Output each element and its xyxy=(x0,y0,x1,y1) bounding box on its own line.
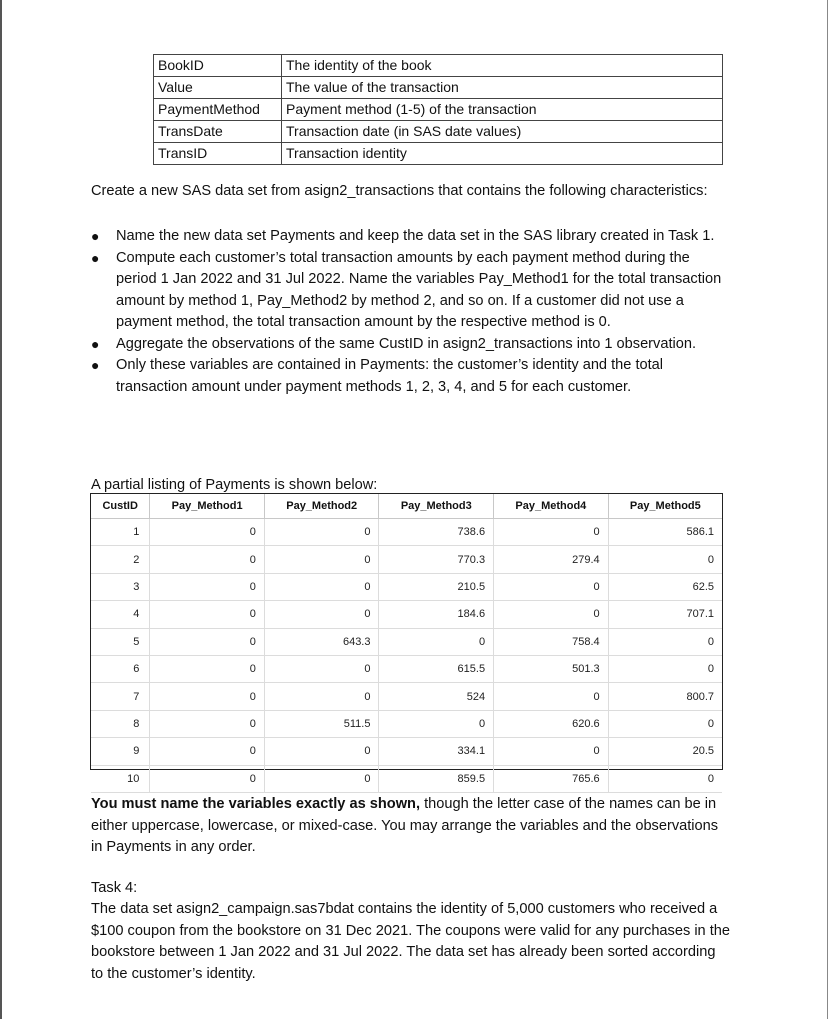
table-cell: 2 xyxy=(91,546,150,573)
table-cell: 765.6 xyxy=(494,765,609,792)
table-cell: 0 xyxy=(150,546,265,573)
bullet-icon: ● xyxy=(91,228,100,244)
payments-listing xyxy=(90,493,723,785)
table-cell: 0 xyxy=(494,601,609,628)
table-cell: 210.5 xyxy=(379,573,494,600)
table-cell: 0 xyxy=(494,683,609,710)
table-cell: 20.5 xyxy=(608,738,722,765)
variable-name: TransID xyxy=(154,143,282,165)
table-cell: 1 xyxy=(91,519,150,546)
list-item: ● Only these variables are contained in Payments: the customer’s identity and the total transaction amount under payment methods 1, 2, 3, 4, and 5 for each customer. xyxy=(91,357,664,395)
intro-paragraph: Create a new SAS data set from asign2_transactions that contains the following characteristics: xyxy=(91,183,708,199)
listing-title: A partial listing of Payments is shown below: xyxy=(91,477,378,493)
table-cell: 0 xyxy=(150,655,265,682)
table-cell: 0 xyxy=(150,519,265,546)
table-row xyxy=(154,55,723,77)
naming-note-emphasis: You must name the variables exactly as shown, xyxy=(91,796,421,812)
table-cell: 0 xyxy=(150,738,265,765)
table-cell: 9 xyxy=(91,738,150,765)
naming-note xyxy=(91,794,731,859)
table-cell: 800.7 xyxy=(608,683,722,710)
table-cell: 501.3 xyxy=(494,655,609,682)
page-edge-left xyxy=(0,0,2,1019)
list-item: ● Compute each customer’s total transaction amounts by each payment method during the period 1 Jan 2022 and 31 Jul 2022. Name the variables Pay_Method1 for the total transaction amount by method 1, Pay_Method2 by method 2, and so on. If a customer did not use a payment method, the total transaction amount by the respective method is 0. xyxy=(91,249,722,330)
table-cell: 4 xyxy=(91,601,150,628)
table-cell: 0 xyxy=(264,519,379,546)
table-row xyxy=(91,628,722,655)
table-cell: 0 xyxy=(494,573,609,600)
table-cell: 0 xyxy=(608,628,722,655)
table-row xyxy=(154,77,723,99)
column-header: Pay_Method1 xyxy=(150,494,265,519)
table-cell: 184.6 xyxy=(379,601,494,628)
table-cell: 859.5 xyxy=(379,765,494,792)
table-cell: 0 xyxy=(264,655,379,682)
table-cell: 334.1 xyxy=(379,738,494,765)
table-cell: 0 xyxy=(608,710,722,737)
table-cell: 0 xyxy=(150,573,265,600)
variable-description: Payment method (1-5) of the transaction xyxy=(282,99,723,121)
table-cell: 0 xyxy=(264,683,379,710)
column-header: Pay_Method3 xyxy=(379,494,494,519)
table-cell: 0 xyxy=(494,738,609,765)
table-cell: 0 xyxy=(379,628,494,655)
table-row xyxy=(91,573,722,600)
table-cell: 5 xyxy=(91,628,150,655)
task4-heading: Task 4: xyxy=(91,880,138,896)
column-header: Pay_Method4 xyxy=(494,494,609,519)
table-cell: 586.1 xyxy=(608,519,722,546)
table-cell: 511.5 xyxy=(264,710,379,737)
table-cell: 0 xyxy=(264,765,379,792)
table-row xyxy=(91,765,722,792)
list-item: ● Name the new data set Payments and keep the data set in the SAS library created in Task 1. xyxy=(91,226,731,248)
table-cell: 738.6 xyxy=(379,519,494,546)
naming-note-rest: though the letter case of the names can be in either uppercase, lowercase, or mixed-case. You may arrange the variables and the observations in Payments in any order. xyxy=(91,796,719,855)
table-row xyxy=(91,683,722,710)
variable-name: BookID xyxy=(154,55,282,77)
column-header: CustID xyxy=(91,494,150,519)
table-cell: 0 xyxy=(494,519,609,546)
table-cell: 0 xyxy=(150,628,265,655)
table-cell: 8 xyxy=(91,710,150,737)
table-cell: 615.5 xyxy=(379,655,494,682)
table-row xyxy=(154,121,723,143)
table-row xyxy=(154,99,723,121)
variable-name: TransDate xyxy=(154,121,282,143)
task4-text: The data set asign2_campaign.sas7bdat contains the identity of 5,000 customers who received a $100 coupon from the bookstore on 31 Dec 2021. The coupons were valid for any purchases in the bookstore between 1 Jan 2022 and 31 Jul 2022. The data set has already been sorted according to the customer’s identity. xyxy=(91,901,731,982)
table-cell: 6 xyxy=(91,655,150,682)
table-cell: 770.3 xyxy=(379,546,494,573)
table-row xyxy=(91,601,722,628)
table-cell: 279.4 xyxy=(494,546,609,573)
table-cell: 524 xyxy=(379,683,494,710)
table-cell: 620.6 xyxy=(494,710,609,737)
table-cell: 0 xyxy=(608,546,722,573)
table-cell: 0 xyxy=(264,601,379,628)
bullet-icon: ● xyxy=(91,357,100,373)
variable-name: Value xyxy=(154,77,282,99)
table-row xyxy=(91,710,722,737)
bullet-icon: ● xyxy=(91,249,100,266)
variable-description: The value of the transaction xyxy=(282,77,723,99)
table-cell: 62.5 xyxy=(608,573,722,600)
table-cell: 0 xyxy=(150,601,265,628)
table-cell: 0 xyxy=(264,546,379,573)
table-row xyxy=(91,738,722,765)
table-row xyxy=(91,546,722,573)
table-cell: 0 xyxy=(608,655,722,682)
variable-name: PaymentMethod xyxy=(154,99,282,121)
requirements-list xyxy=(91,226,731,398)
table-row xyxy=(154,143,723,165)
table-cell: 0 xyxy=(608,765,722,792)
variables-table xyxy=(153,54,723,165)
column-header: Pay_Method2 xyxy=(264,494,379,519)
table-cell: 7 xyxy=(91,683,150,710)
variable-description: Transaction date (in SAS date values) xyxy=(282,121,723,143)
table-cell: 0 xyxy=(150,683,265,710)
table-row xyxy=(91,519,722,546)
list-item: ● Aggregate the observations of the same CustID in asign2_transactions into 1 observation. xyxy=(91,334,731,356)
variable-description: The identity of the book xyxy=(282,55,723,77)
table-cell: 10 xyxy=(91,765,150,792)
table-cell: 758.4 xyxy=(494,628,609,655)
table-cell: 0 xyxy=(150,710,265,737)
variable-description: Transaction identity xyxy=(282,143,723,165)
table-row xyxy=(91,655,722,682)
column-header: Pay_Method5 xyxy=(608,494,722,519)
bullet-icon: ● xyxy=(91,335,100,352)
table-cell: 0 xyxy=(264,738,379,765)
table-cell: 3 xyxy=(91,573,150,600)
table-cell: 0 xyxy=(379,710,494,737)
table-cell: 0 xyxy=(264,573,379,600)
table-cell: 707.1 xyxy=(608,601,722,628)
table-cell: 643.3 xyxy=(264,628,379,655)
table-cell: 0 xyxy=(150,765,265,792)
